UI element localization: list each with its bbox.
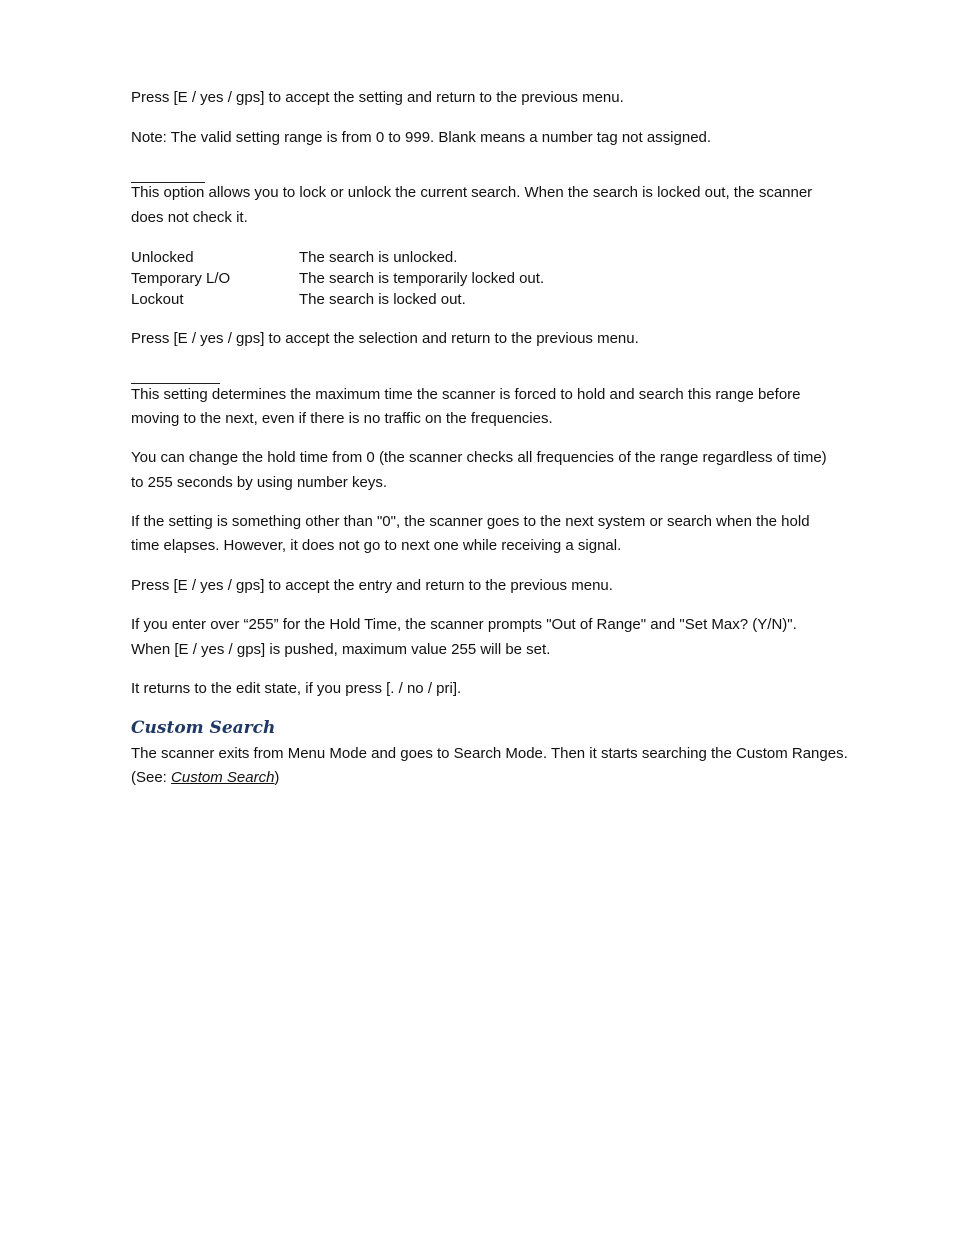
accept-setting-text: Press [E / yes / gps] to accept the setting and return to the previous menu. [131,89,624,106]
option-description: The search is unlocked. [299,249,458,266]
lockout-description-line-2: does not check it. [131,209,248,226]
option-name: Temporary L/O [131,270,231,287]
custom-search-link[interactable]: Custom Search [171,769,275,786]
see-prefix: (See: [131,769,172,786]
accept-selection-text: Press [E / yes / gps] to accept the selection and return to the previous menu. [131,330,639,347]
custom-search-line-1: The scanner exits from Menu Mode and goes to Search Mode. Then it starts searching the Custom Ranges. [131,745,848,762]
over-range-line-2: When [E / yes / gps] is pushed, maximum value 255 will be set. [131,641,551,658]
lockout-description-line-1: This option allows you to lock or unlock the current search. When the search is locked out, the scanner [131,184,813,201]
hold-change-line-1: You can change the hold time from 0 (the scanner checks all frequencies of the range regardless of time) [131,449,827,466]
custom-search-line-2 [131,766,279,791]
hold-description-line-1: This setting determines the maximum time the scanner is forced to hold and search this range before [131,386,801,403]
option-description: The search is locked out. [299,291,466,308]
edit-state-text: It returns to the edit state, if you press [. / no / pri]. [131,680,462,697]
over-range-line-1: If you enter over “255” for the Hold Time, the scanner prompts "Out of Range" and "Set Max? (Y/N)". [131,616,797,633]
option-row-lockout [131,289,466,310]
option-description: The search is temporarily locked out. [299,270,545,287]
option-row-unlocked [131,247,457,268]
hold-other-line-1: If the setting is something other than "0", the scanner goes to the next system or search when the hold [131,513,810,530]
option-name: Unlocked [131,249,194,266]
hold-description-line-2: moving to the next, even if there is no traffic on the frequencies. [131,410,553,427]
hold-change-line-2: to 255 seconds by using number keys. [131,474,387,491]
hold-other-line-2: time elapses. However, it does not go to next one while receiving a signal. [131,537,622,554]
option-row-temporary [131,268,544,289]
note-range-text: Note: The valid setting range is from 0 to 999. Blank means a number tag not assigned. [131,129,712,146]
accept-entry-text: Press [E / yes / gps] to accept the entry and return to the previous menu. [131,577,613,594]
custom-search-heading: Custom Search [131,718,276,738]
see-suffix: ) [274,769,280,786]
option-name: Lockout [131,291,184,308]
